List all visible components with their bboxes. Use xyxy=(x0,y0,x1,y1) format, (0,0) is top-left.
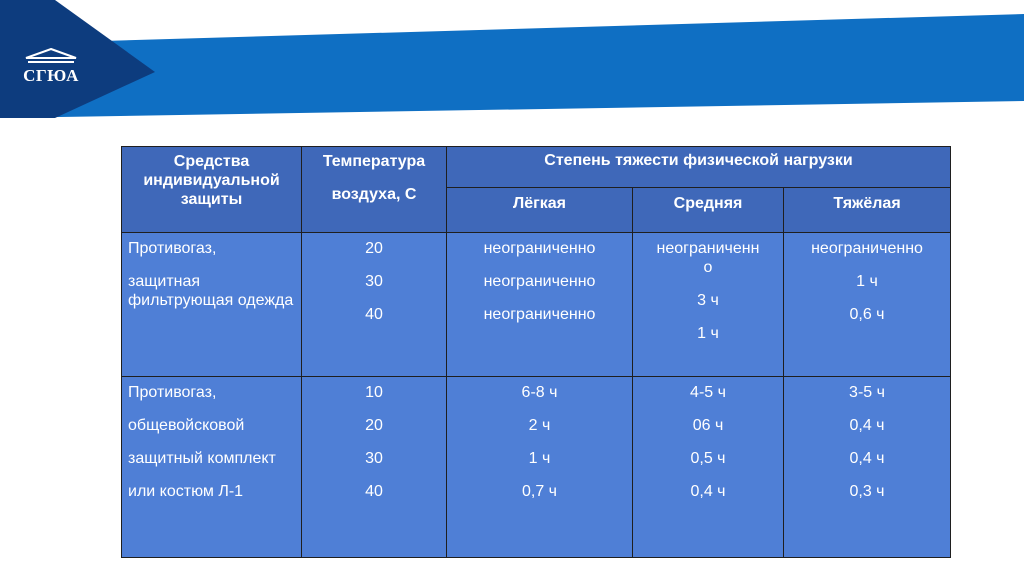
row-ppe-name: Противогаз, общевойсковой защитный комплект или костюм Л-1 xyxy=(122,377,302,558)
header-temperature: Температура воздуха, С xyxy=(302,147,447,233)
header-heavy: Тяжёлая xyxy=(784,188,951,233)
header-ppe: Средства индивидуальной защиты xyxy=(122,147,302,233)
header-banner xyxy=(0,0,1024,120)
row-heavy: неограниченно 1 ч 0,6 ч xyxy=(784,233,951,377)
row-temperatures: 20 30 40 xyxy=(302,233,447,377)
building-icon xyxy=(24,48,78,66)
row-light: 6-8 ч 2 ч 1 ч 0,7 ч xyxy=(447,377,633,558)
row-light: неограниченно неограниченно неограниченно xyxy=(447,233,633,377)
table-row xyxy=(122,377,951,558)
header-light: Лёгкая xyxy=(447,188,633,233)
row-ppe-name: Противогаз, защитная фильтрующая одежда xyxy=(122,233,302,377)
header-load-degree: Степень тяжести физической нагрузки xyxy=(447,147,951,188)
sgua-logo xyxy=(18,48,88,94)
table-row xyxy=(122,233,951,377)
row-heavy: 3-5 ч 0,4 ч 0,4 ч 0,3 ч xyxy=(784,377,951,558)
logo-text: СГЮА xyxy=(23,66,79,85)
row-medium: 4-5 ч 06 ч 0,5 ч 0,4 ч xyxy=(633,377,784,558)
row-medium: неограниченн о 3 ч 1 ч xyxy=(633,233,784,377)
header-medium: Средняя xyxy=(633,188,784,233)
row-temperatures: 10 20 30 40 xyxy=(302,377,447,558)
ppe-table xyxy=(121,146,951,558)
